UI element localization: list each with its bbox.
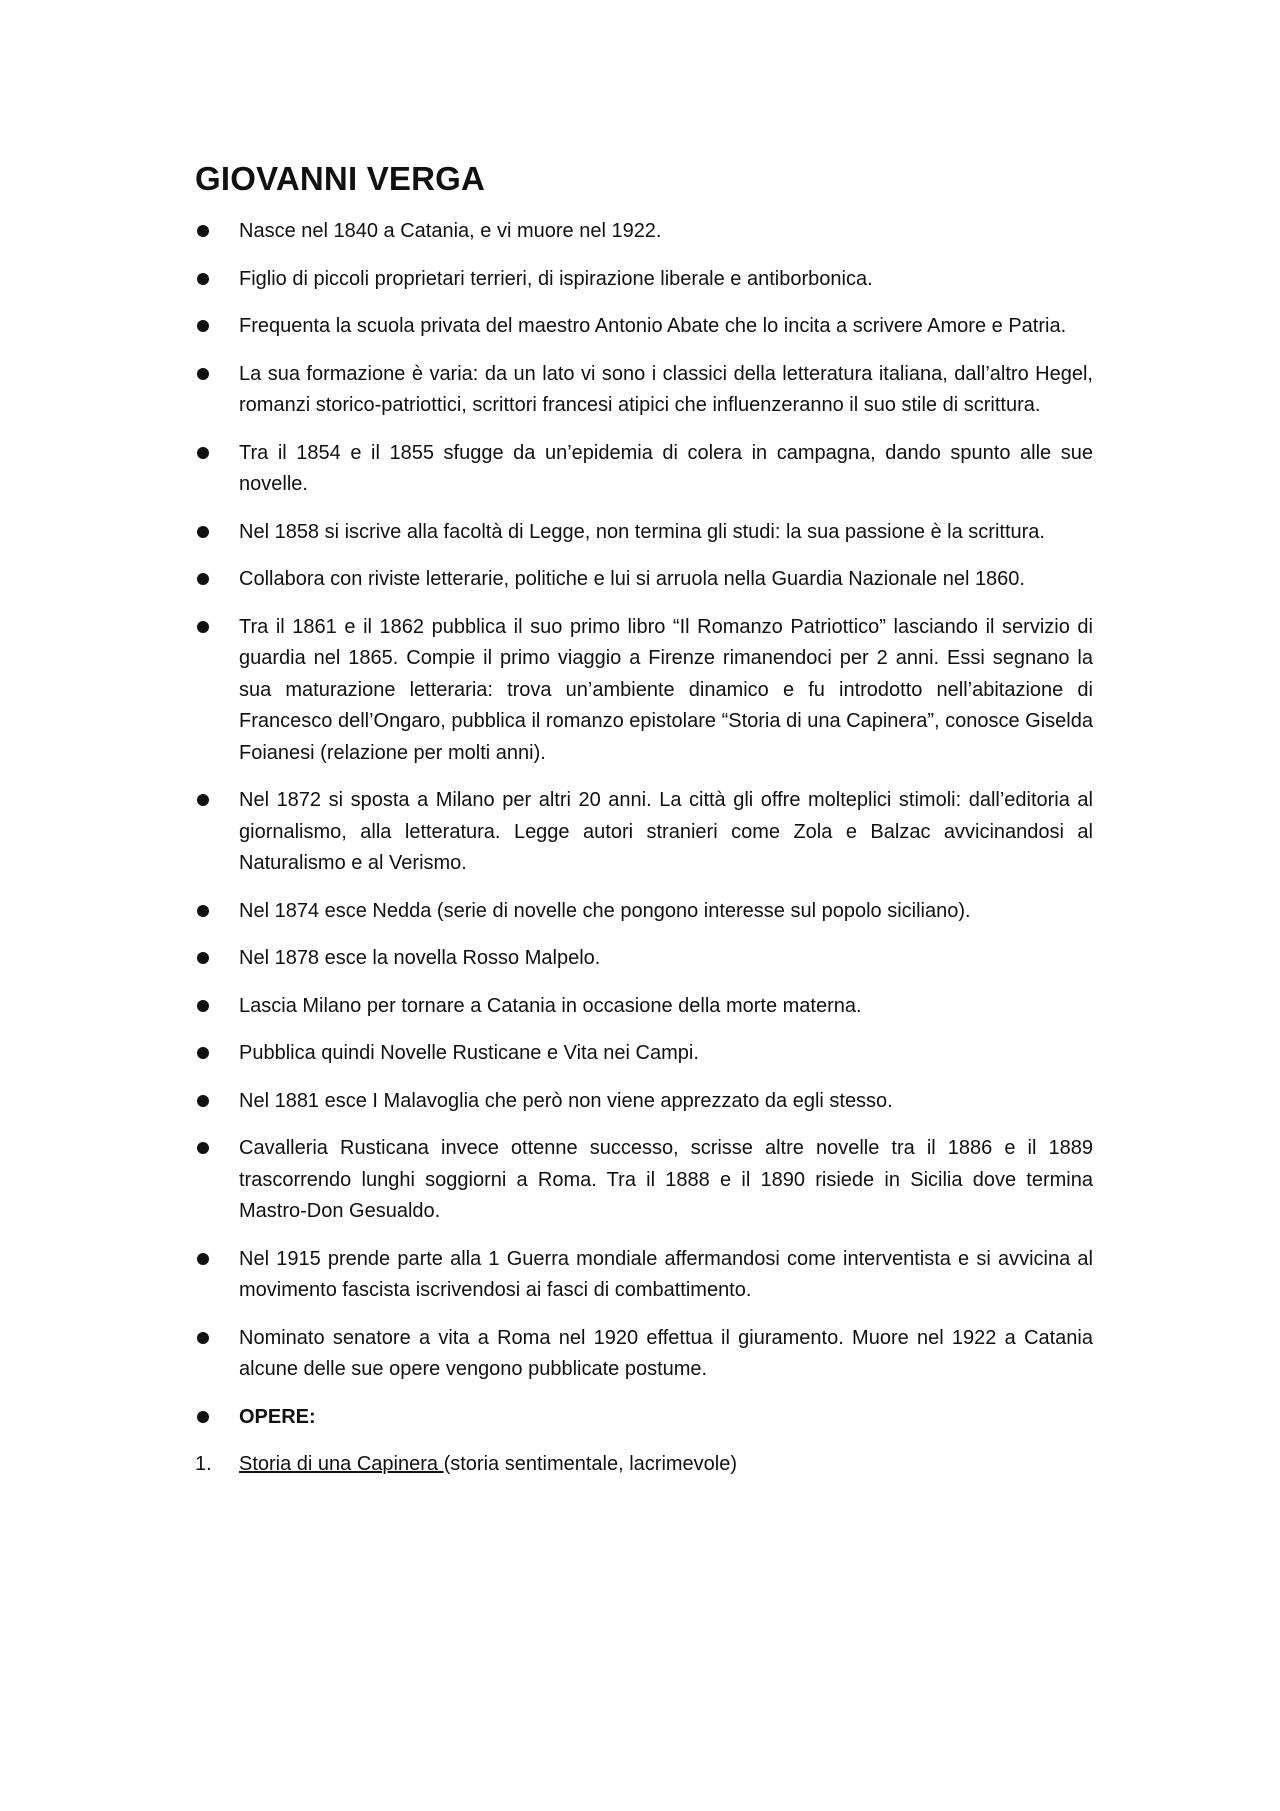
bullet-icon: [197, 320, 209, 332]
bullet-icon: [197, 573, 209, 585]
bullet-icon: [197, 905, 209, 917]
bullet-icon: [197, 794, 209, 806]
bullet-icon: [197, 1411, 209, 1423]
list-item: [195, 1086, 1093, 1118]
list-item-text: Collabora con riviste letterarie, politiche e lui si arruola nella Guardia Nazionale nel 1860.: [239, 568, 1025, 590]
list-item-text: Nel 1874 esce Nedda (serie di novelle che pongono interesse sul popolo siciliano).: [239, 899, 971, 922]
section-heading-opere: [195, 1402, 1093, 1434]
list-item: [195, 311, 1093, 343]
list-item-text: Figlio di piccoli proprietari terrieri, di ispirazione liberale e antiborbonica.: [239, 267, 873, 290]
bullet-icon: [197, 621, 209, 633]
list-item-text: Nel 1881 esce I Malavoglia che però non viene apprezzato da egli stesso.: [239, 1089, 893, 1112]
list-item-text: La sua formazione è varia: da un lato vi sono i classici della letteratura italiana, dall’altro Hegel, romanzi storico-patriottici, scrittori francesi atipici che influenzeranno il suo stile di scrittura.: [239, 362, 1093, 416]
list-item: [195, 1038, 1093, 1070]
list-item: [195, 1323, 1093, 1386]
list-item-text: Pubblica quindi Novelle Rusticane e Vita nei Campi.: [239, 1042, 699, 1064]
list-item-text: Frequenta la scuola privata del maestro Antonio Abate che lo incita a scrivere Amore e Patria.: [239, 315, 1067, 337]
section-heading-text: OPERE:: [239, 1405, 316, 1428]
bullet-list: [195, 216, 1093, 1433]
bullet-icon: [197, 273, 209, 285]
list-item-text: Nel 1878 esce la novella Rosso Malpelo.: [239, 947, 601, 969]
list-item: [195, 612, 1093, 770]
list-item: [195, 896, 1093, 928]
bullet-icon: [197, 952, 209, 964]
works-item-title: Storia di una Capinera: [239, 1453, 444, 1475]
list-item: [195, 943, 1093, 975]
list-item: [195, 359, 1093, 422]
list-item-text: Nel 1872 si sposta a Milano per altri 20 anni. La città gli offre molteplici stimoli: dall’editoria al giornalismo, alla letteratura. Legge autori stranieri come Zola e Balzac avvicinandosi al Naturalismo e al Verismo.: [239, 789, 1093, 874]
works-list: [195, 1449, 1093, 1481]
list-item-text: Tra il 1861 e il 1862 pubblica il suo primo libro “Il Romanzo Patriottico” lasciando il servizio di guardia nel 1865. Compie il primo viaggio a Firenze rimanendoci per 2 anni. Essi segnano la sua maturazione letteraria: trova un’ambiente dinamico e fu introdotto nell’abitazione di Francesco dell’Ongaro, pubblica il romanzo epistolare “Storia di una Capinera”, conosce Giselda Foianesi (relazione per molti anni).: [239, 615, 1093, 764]
bullet-icon: [197, 447, 209, 459]
bullet-icon: [197, 1253, 209, 1265]
list-item-text: Nel 1858 si iscrive alla facoltà di Legge, non termina gli studi: la sua passione è la scrittura.: [239, 520, 1045, 543]
list-item-text: Nominato senatore a vita a Roma nel 1920 effettua il giuramento. Muore nel 1922 a Catania alcune delle sue opere vengono pubblicate postume.: [239, 1326, 1093, 1380]
list-item-text: Cavalleria Rusticana invece ottenne successo, scrisse altre novelle tra il 1886 e il 1889 trascorrendo lunghi soggiorni a Roma. Tra il 1888 e il 1890 risiede in Sicilia dove termina Mastro-Don Gesualdo.: [239, 1137, 1093, 1222]
bullet-icon: [197, 1095, 209, 1107]
works-item-note: (storia sentimentale, lacrimevole): [443, 1453, 738, 1475]
bullet-icon: [197, 1142, 209, 1154]
list-item: [195, 264, 1093, 296]
bullet-icon: [197, 225, 209, 237]
bullet-icon: [197, 1000, 209, 1012]
bullet-icon: [197, 1332, 209, 1344]
list-item: [195, 991, 1093, 1023]
list-item: [195, 517, 1093, 549]
bullet-icon: [197, 1047, 209, 1059]
list-item: [195, 785, 1093, 880]
list-item: [195, 564, 1093, 596]
list-item: [195, 1133, 1093, 1228]
list-item-text: Nel 1915 prende parte alla 1 Guerra mondiale affermandosi come interventista e si avvicina al movimento fascista iscrivendosi ai fasci di combattimento.: [239, 1247, 1093, 1301]
list-item: [195, 1244, 1093, 1307]
list-item-text: Tra il 1854 e il 1855 sfugge da un’epidemia di colera in campagna, dando spunto alle sue novelle.: [239, 441, 1093, 495]
works-item: [195, 1449, 1093, 1481]
bullet-icon: [197, 368, 209, 380]
works-item-number: 1.: [195, 1453, 212, 1475]
list-item: [195, 216, 1093, 248]
list-item: [195, 438, 1093, 501]
bullet-icon: [197, 526, 209, 538]
page-title: GIOVANNI VERGA: [195, 160, 486, 197]
list-item-text: Lascia Milano per tornare a Catania in occasione della morte materna.: [239, 994, 862, 1017]
document-page: [195, 160, 1093, 1481]
list-item-text: Nasce nel 1840 a Catania, e vi muore nel 1922.: [239, 220, 662, 242]
